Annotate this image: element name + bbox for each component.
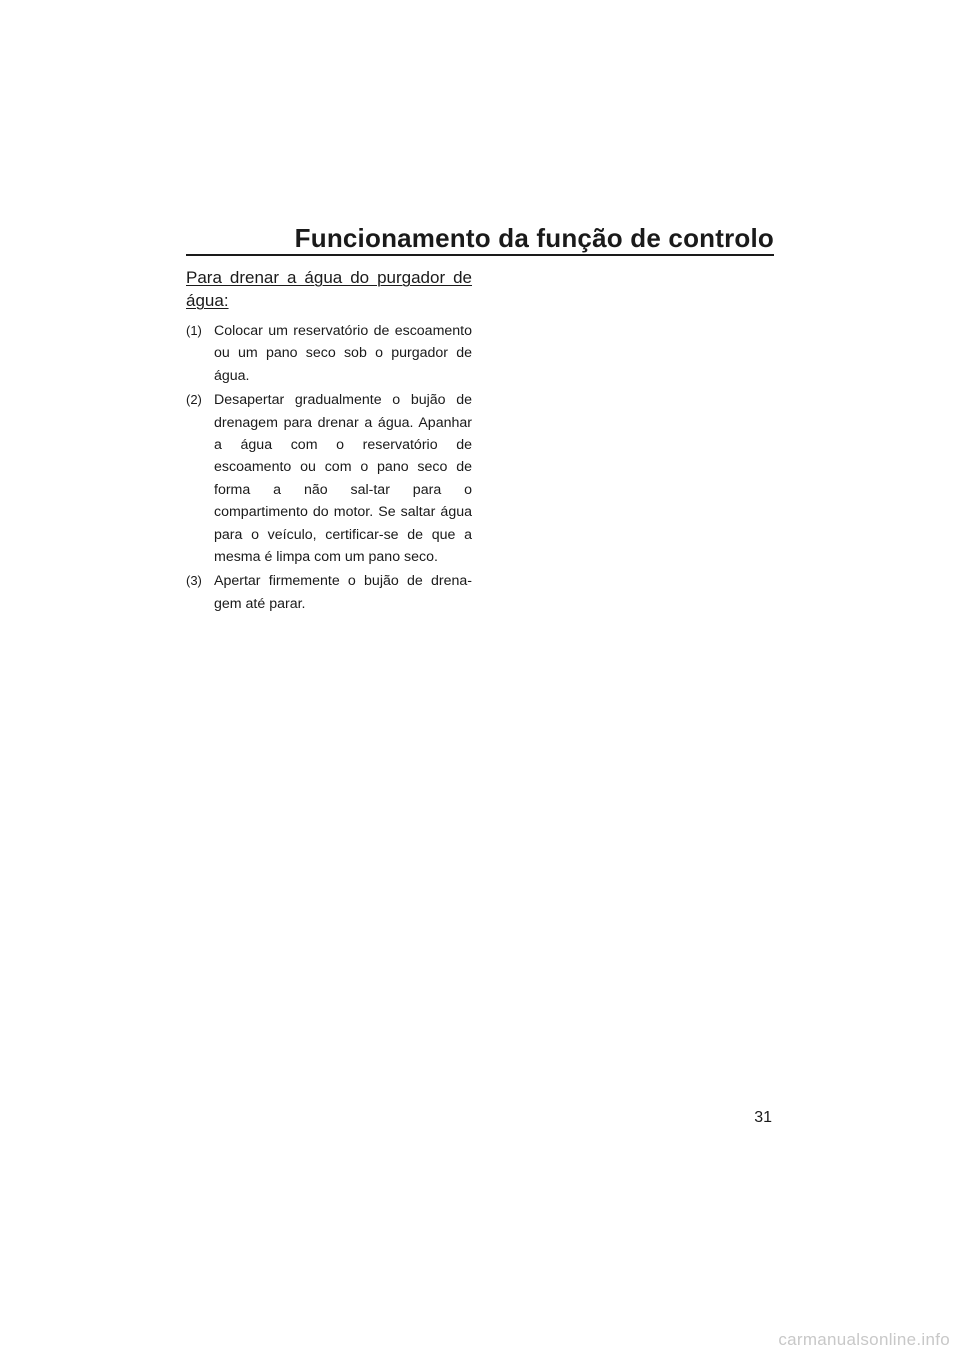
step-item [186,389,472,568]
watermark: carmanualsonline.info [778,1330,950,1349]
step-number: (2) [186,392,202,408]
steps-list [186,320,472,615]
section-heading: Para drenar a água do purgador de água: [186,268,472,310]
step-number: (3) [186,573,202,589]
step-text: Desapertar gradualmente o bujão de drenagem para drenar a água. Apanhar a água com o reservatório de escoamento ou com o pano seco de forma a não sal-tar para o compartimento do motor. Se saltar água para o veículo, certificar-se de que a mesma é limpa com um pano seco. [214,392,472,566]
step-text: Colocar um reservatório de escoamento ou um pano seco sob o purgador de água. [214,323,472,384]
page-number: 31 [754,1109,772,1126]
step-item [186,570,472,615]
step-text: Apertar firmemente o bujão de drena-gem até parar. [214,573,472,612]
page-title: Funcionamento da função de controlo [294,223,774,253]
step-item [186,320,472,387]
step-number: (1) [186,323,202,338]
content-column [186,266,472,617]
title-rule [186,254,774,256]
